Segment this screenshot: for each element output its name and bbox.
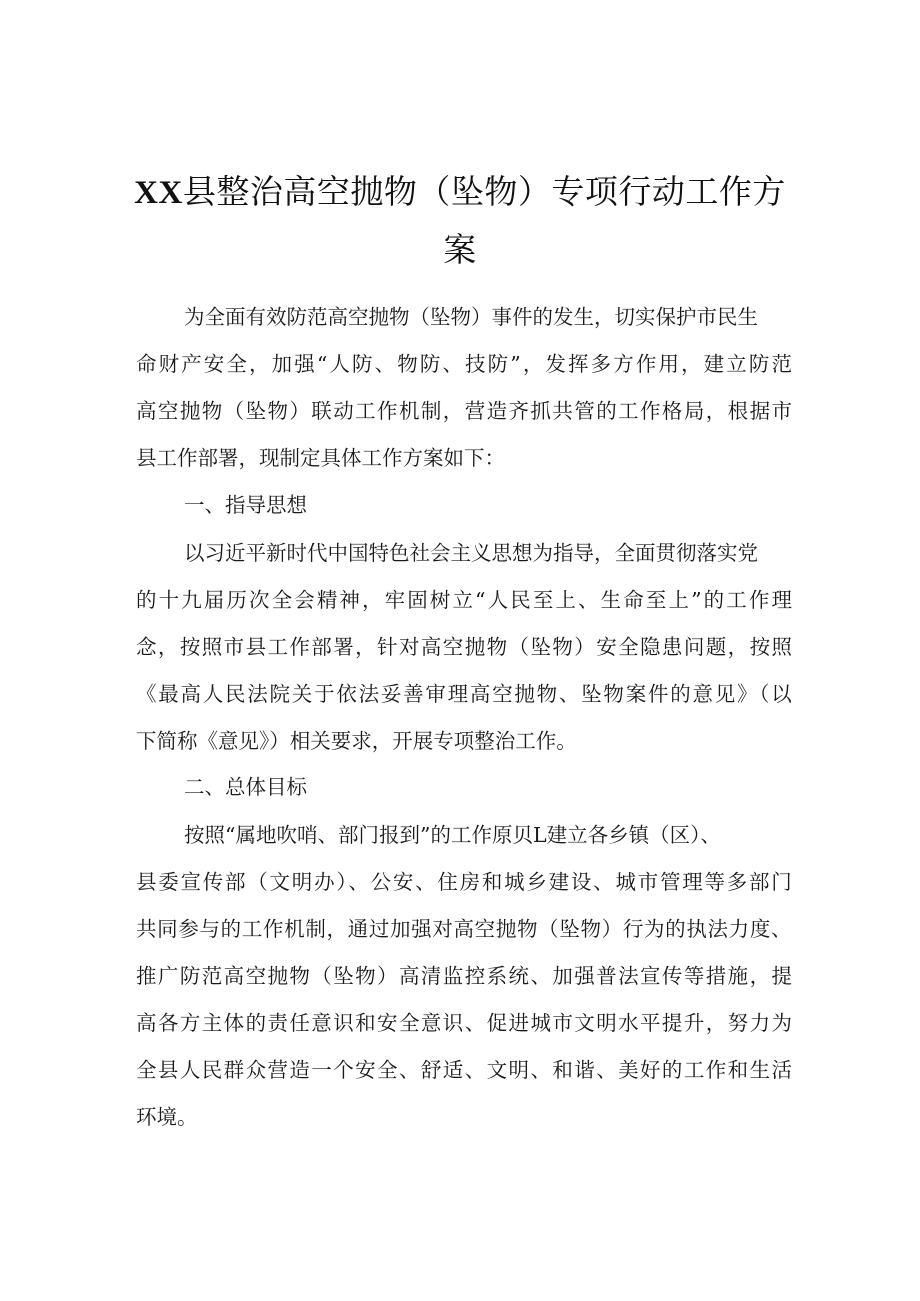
title-placeholder-prefix: XX <box>134 175 183 211</box>
paragraph-line: 县工作部署，现制定具体工作方案如下： <box>136 446 505 470</box>
paragraph-line: 全县人民群众营造一个安全、舒适、文明、和谐、美好的工作和生活 <box>136 1058 794 1082</box>
paragraph-line: 的十九届历次全会精神，牢固树立“人民至上、生命至上”的工作理 <box>136 588 795 612</box>
paragraph-line: 高空抛物（坠物）联动工作机制，营造齐抓共管的工作格局，根据市 <box>136 399 794 423</box>
paragraph-line: 以习近平新时代中国特色社会主义思想为指导，全面贯彻落实党 <box>184 541 758 565</box>
document-title-line-2: 案 <box>443 230 477 269</box>
section-heading: 一、指导思想 <box>184 493 307 517</box>
paragraph-line: 下简称《意见》）相关要求，开展专项整治工作。 <box>136 729 577 753</box>
title-text: 县整治高空抛物（坠物）专项行动工作方 <box>182 172 786 211</box>
paragraph-line: 念，按照市县工作部署，针对高空抛物（坠物）安全隐患问题，按照 <box>136 635 794 659</box>
paragraph-line: 共同参与的工作机制，通过加强对高空抛物（坠物）行为的执法力度、 <box>136 917 793 941</box>
section-heading: 二、总体目标 <box>184 775 307 799</box>
paragraph-line: 《最高人民法院关于依法妥善审理高空抛物、坠物案件的意见》（以 <box>136 682 794 706</box>
paragraph-line: 环境。 <box>136 1105 198 1129</box>
paragraph-line: 县委宣传部（文明办）、公安、住房和城乡建设、城市管理等多部门 <box>136 870 794 894</box>
paragraph-line: 高各方主体的责任意识和安全意识、促进城市文明水平提升，努力为 <box>136 1011 794 1035</box>
paragraph-line: 为全面有效防范高空抛物（坠物）事件的发生，切实保护市民生 <box>184 305 758 329</box>
paragraph-line: 按照“属地吹哨、部门报到”的工作原贝L建立各乡镇（区）、 <box>184 823 721 847</box>
paragraph-line: 推广防范高空抛物（坠物）高清监控系统、加强普法宣传等措施，提 <box>136 964 794 988</box>
document-title-line-1 <box>120 164 800 221</box>
paragraph-line: 命财产安全，加强“人防、物防、技防”，发挥多方作用，建立防范 <box>136 352 795 376</box>
